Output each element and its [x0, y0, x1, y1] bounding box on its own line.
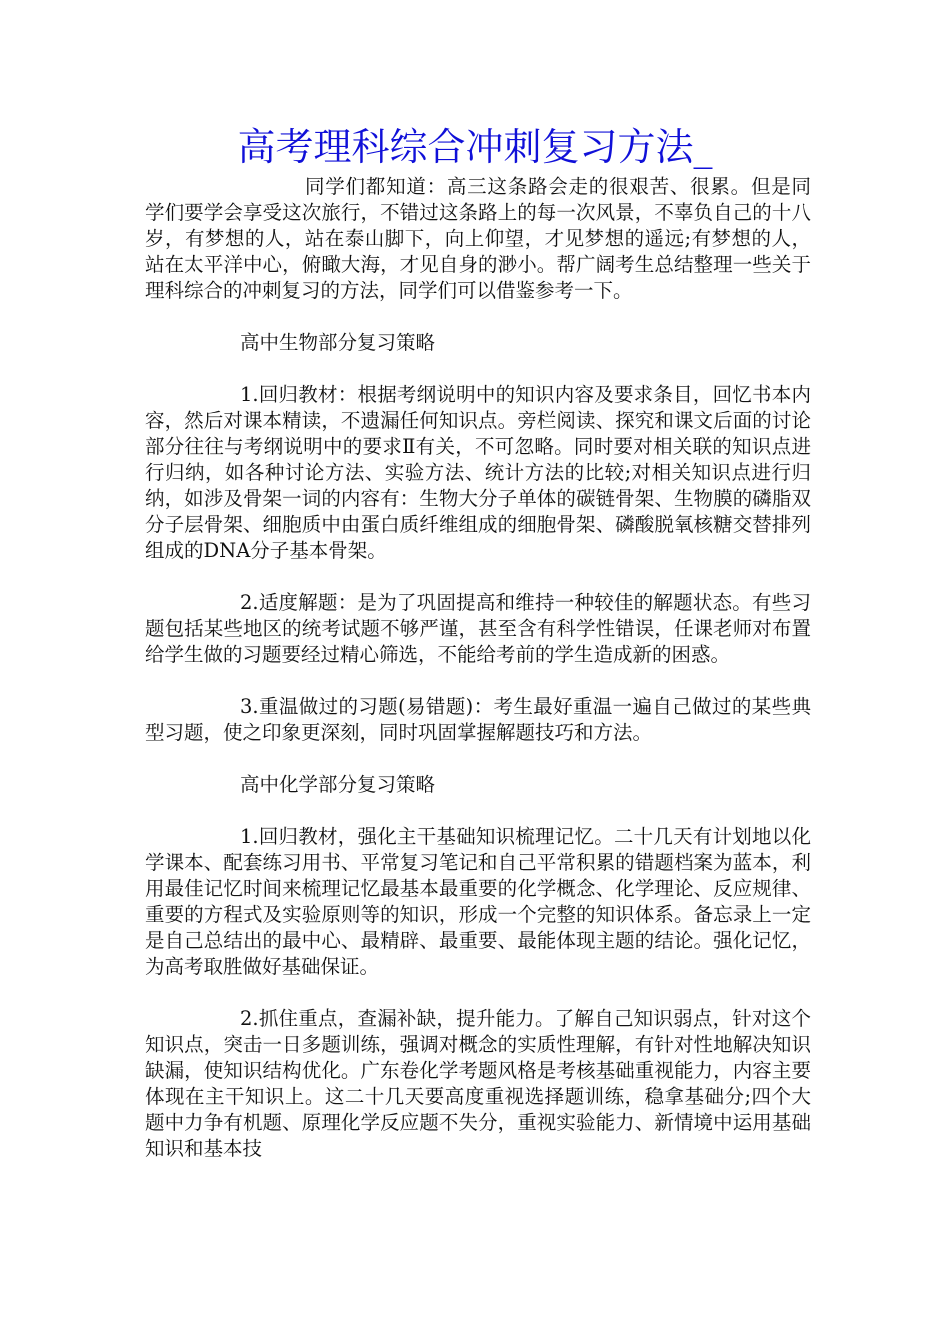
paragraph-gap — [145, 356, 811, 382]
biology-point-2: 2.适度解题：是为了巩固提高和维持一种较佳的解题状态。有些习题包括某些地区的统考试题不够严谨，甚至含有科学性错误，任课老师对布置给学生做的习题要经过精心筛选，不能给考前的学生造成新的困惑。 — [145, 591, 811, 666]
paragraph-gap — [145, 564, 811, 590]
biology-point-1: 1.回归教材：根据考纲说明中的知识内容及要求条目，回忆书本内容，然后对课本精读，不遗漏任何知识点。旁栏阅读、探究和课文后面的讨论部分往往与考纲说明中的要求Ⅱ有关，不可忽略。同时要对相关联的知识点进行归纳，如各种讨论方法、实验方法、统计方法的比较;对相关知识点进行归纳，如涉及骨架一词的内容有：生物大分子单体的碳链骨架、生物膜的磷脂双分子层骨架、细胞质中由蛋白质纤维组成的细胞骨架、磷酸脱氧核糖交替排列组成的DNA分子基本骨架。 — [145, 383, 811, 562]
chemistry-point-2: 2.抓住重点，查漏补缺，提升能力。了解自己知识弱点，针对这个知识点，突击一日多题训练，强调对概念的实质性理解，有针对性地解决知识缺漏，使知识结构优化。广东卷化学考题风格是考核基础重视能力，内容主要体现在主干知识上。这二十几天要高度重视选择题训练，稳拿基础分;四个大题中力争有机题、原理化学反应题不失分，重视实验能力、新情境中运用基础知识和基本技 — [145, 1007, 811, 1160]
intro-paragraph: 同学们都知道：高三这条路会走的很艰苦、很累。但是同学们要学会享受这次旅行，不错过这条路上的每一次风景，不辜负自己的十八岁，有梦想的人，站在泰山脚下，向上仰望，才见梦想的遥远;有梦想的人，站在太平洋中心，俯瞰大海，才见自身的渺小。帮广阔考生总结整理一些关于理科综合的冲刺复习的方法，同学们可以借鉴参考一下。 — [145, 175, 811, 302]
document-body — [145, 174, 811, 1162]
document-title: 高考理科综合冲刺复习方法_ — [237, 125, 713, 169]
paragraph-gap — [145, 304, 811, 330]
paragraph-gap — [145, 980, 811, 1006]
biology-point-3: 3.重温做过的习题(易错题)：考生最好重温一遍自己做过的某些典型习题，使之印象更深刻，同时巩固掌握解题技巧和方法。 — [145, 695, 811, 744]
paragraph-gap — [145, 746, 811, 772]
chemistry-section-heading: 高中化学部分复习策略 — [240, 773, 436, 796]
chemistry-point-1: 1.回归教材，强化主干基础知识梳理记忆。二十几天有计划地以化学课本、配套练习用书、平常复习笔记和自己平常积累的错题档案为蓝本，利用最佳记忆时间来梳理记忆最基本最重要的化学概念、化学理论、反应规律、重要的方程式及实验原则等的知识，形成一个完整的知识体系。备忘录上一定是自己总结出的最中心、最精辟、最重要、最能体现主题的结论。强化记忆，为高考取胜做好基础保证。 — [145, 825, 811, 978]
paragraph-gap — [145, 668, 811, 694]
paragraph-gap — [145, 798, 811, 824]
biology-section-heading: 高中生物部分复习策略 — [240, 331, 436, 354]
